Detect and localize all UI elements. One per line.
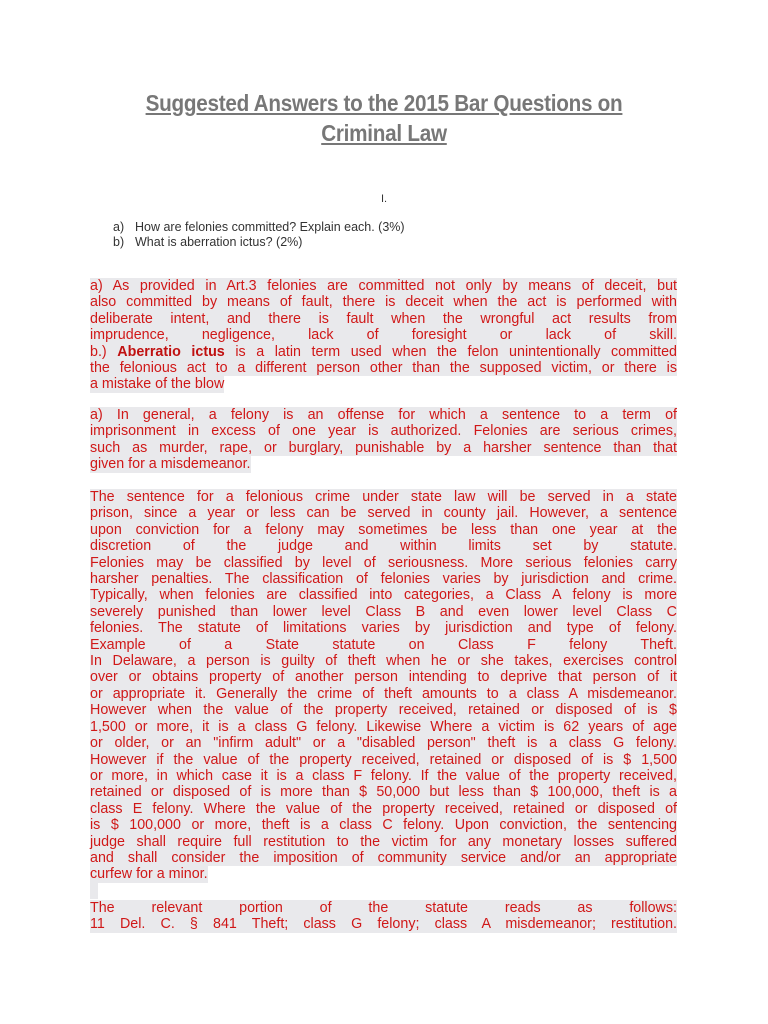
answer-line: The sentence for a felonious crime under state law will be served in a state — [90, 489, 677, 505]
answer-line: is $ 100,000 or more, theft is a class C felony. Upon conviction, the sentencing — [90, 817, 677, 834]
answer-paragraph-2 — [90, 407, 677, 473]
answer-line — [90, 344, 677, 360]
answer-line: discretion of the judge and within limits set by statute. — [90, 538, 677, 555]
document-title — [92, 88, 675, 148]
title-line-1: Suggested Answers to the 2015 Bar Questions on — [145, 90, 623, 116]
answer-line: However when the value of the property received, retained or disposed of is $ — [90, 702, 677, 719]
answer-marker-b: b.) — [90, 343, 107, 360]
answer-paragraph-3 — [90, 489, 677, 883]
answer-line: upon conviction for a felony may sometimes be less than one year at the — [90, 521, 677, 538]
answer-line: Example of a State statute on Class F felony Theft. — [90, 636, 677, 653]
question-text: What is aberration ictus? (2%) — [135, 235, 303, 249]
answer-line: imprudence, negligence, lack of foresight or lack of skill. — [90, 327, 677, 344]
answer-line-rest: is a latin term used when the felon unintentionally committed — [235, 343, 677, 360]
answer-line: the felonious act to a different person other than the supposed victim, or there is — [90, 360, 677, 377]
answer-line: given for a misdemeanor. — [90, 456, 251, 473]
question-marker: a) — [113, 220, 125, 234]
answer-line: Typically, when felonies are classified into categories, a Class A felony is more — [90, 587, 677, 604]
answer-line: 11 Del. C. § 841 Theft; class G felony; class A misdemeanor; restitution. — [90, 916, 677, 933]
answer-line: deliberate intent, and there is fault when the wrongful act results from — [90, 310, 677, 327]
question-list — [113, 220, 405, 250]
answer-line: or older, or an "infirm adult" or a "disabled person" theft is a class G felony. — [90, 735, 677, 752]
answer-line: In Delaware, a person is guilty of theft when he or she takes, exercises control — [90, 653, 677, 670]
answer-line: Felonies may be classified by level of seriousness. More serious felonies carry — [90, 554, 677, 571]
answer-line: a) In general, a felony is an offense for which a sentence to a term of — [90, 407, 677, 423]
answer-line: 1,500 or more, it is a class G felony. Likewise Where a victim is 62 years of age — [90, 718, 677, 735]
answer-line: or more, in which case it is a class F felony. If the value of the property received, — [90, 767, 677, 784]
answer-line: retained or disposed of is more than $ 50,000 but less than $ 100,000, theft is a — [90, 784, 677, 801]
answer-paragraph-1 — [90, 278, 677, 393]
answer-line: felonies. The statute of limitations varies by jurisdiction and type of felony. — [90, 620, 677, 637]
answer-line: However if the value of the property received, retained or disposed of is $ 1,500 — [90, 751, 677, 768]
answer-line: and shall consider the imposition of community service and/or an appropriate — [90, 849, 677, 866]
highlighted-blank-line — [90, 883, 98, 899]
answer-line: imprisonment in excess of one year is authorized. Felonies are serious crimes, — [90, 423, 677, 440]
title-line-2: Criminal Law — [321, 120, 447, 146]
answer-line: also committed by means of fault, there is deceit when the act is performed with — [90, 294, 677, 311]
answer-line: curfew for a minor. — [90, 866, 208, 883]
answer-paragraph-4 — [90, 900, 677, 933]
answer-line: such as murder, rape, or burglary, punishable by a harsher sentence than that — [90, 439, 677, 456]
answer-line: or appropriate it. Generally the crime of theft amounts to a class A misdemeanor. — [90, 685, 677, 702]
question-item — [113, 235, 405, 250]
answer-line: severely punished than lower level Class B and even lower level Class C — [90, 603, 677, 620]
question-text: How are felonies committed? Explain each. (3%) — [135, 220, 405, 234]
answer-line: a mistake of the blow — [90, 376, 225, 393]
answer-line: The relevant portion of the statute reads as follows: — [90, 900, 677, 916]
answer-line: over or obtains property of another person intending to deprive that person of it — [90, 669, 677, 686]
answer-line: prison, since a year or less can be served in county jail. However, a sentence — [90, 505, 677, 522]
answer-line: harsher penalties. The classification of felonies varies by jurisdiction and crime. — [90, 571, 677, 588]
answer-line: class E felony. Where the value of the property received, retained or disposed of — [90, 800, 677, 817]
section-number: I. — [380, 193, 388, 205]
answer-line: a) As provided in Art.3 felonies are committed not only by means of deceit, but — [90, 278, 677, 294]
answer-line: judge shall require full restitution to the victim for any monetary losses suffered — [90, 833, 677, 850]
question-item — [113, 220, 405, 235]
aberratio-ictus-term: Aberratio ictus — [117, 343, 225, 360]
question-marker: b) — [113, 235, 125, 249]
